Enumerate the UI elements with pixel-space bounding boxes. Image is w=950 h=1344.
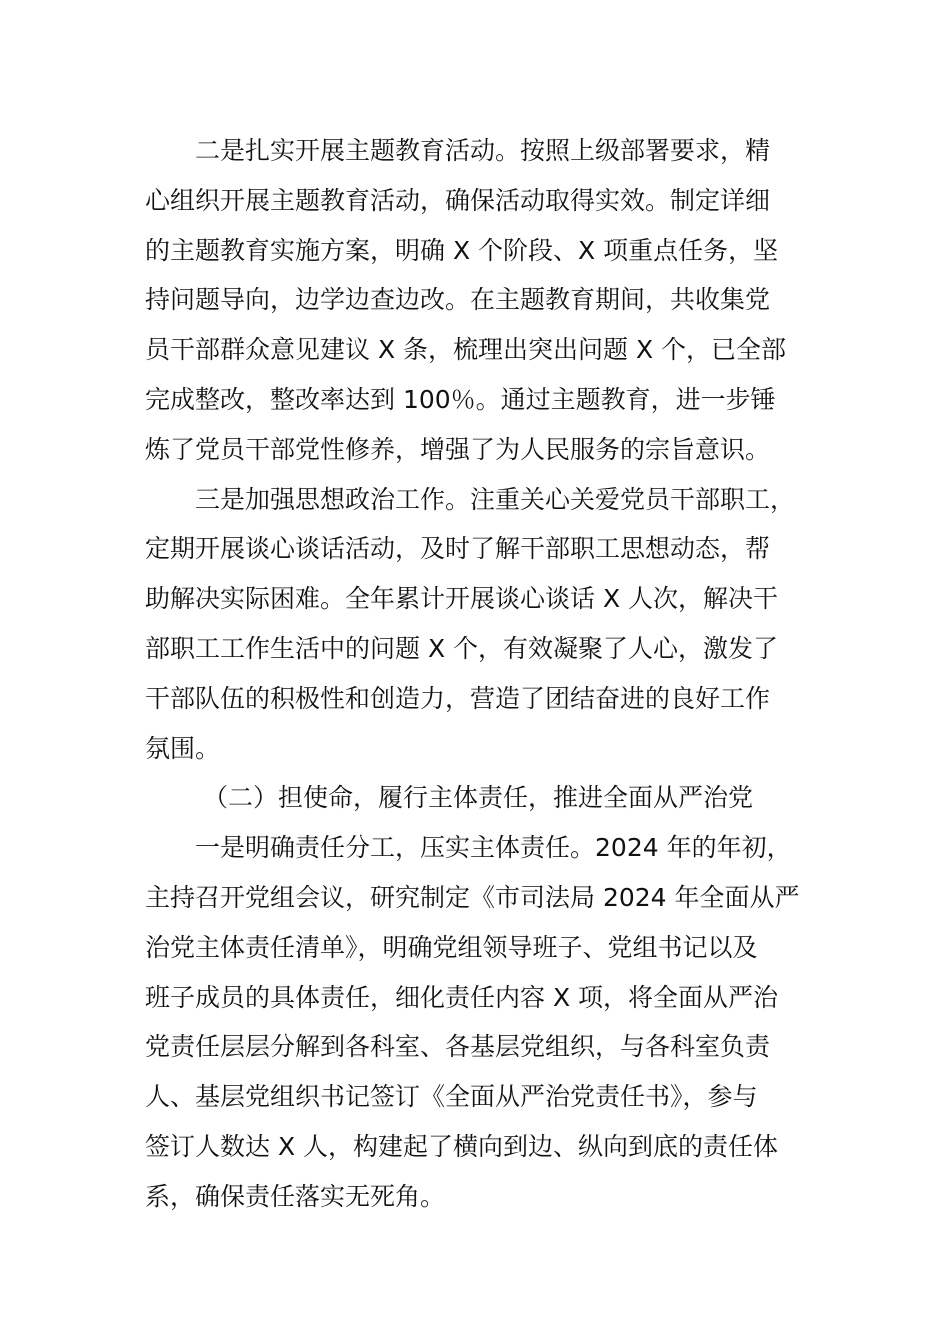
text-line: 干部队伍的积极性和创造力，营造了团结奋进的良好工作 — [145, 683, 771, 713]
text-line: 系，确保责任落实无死角。 — [145, 1181, 446, 1211]
text-line: 班子成员的具体责任，细化责任内容 X 项，将全面从严治 — [145, 982, 779, 1012]
section-heading: （二）担使命，履行主体责任，推进全面从严治党 — [203, 783, 754, 813]
text-line: 一是明确责任分工，压实主体责任。2024 年的年初， — [195, 833, 792, 863]
text-line: 部职工工作生活中的问题 X 个，有效凝聚了人心，激发了 — [145, 633, 779, 663]
text-line: 助解决实际困难。全年累计开展谈心谈话 X 人次，解决干 — [145, 584, 779, 614]
paragraph-responsibility — [145, 823, 810, 1221]
text-line: 党责任层层分解到各科室、各基层党组织，与各科室负责 — [145, 1032, 771, 1062]
text-line: 炼了党员干部党性修养，增强了为人民服务的宗旨意识。 — [145, 434, 771, 464]
text-line: 的主题教育实施方案，明确 X 个阶段、X 项重点任务，坚 — [145, 235, 779, 265]
text-line: 员干部群众意见建议 X 条，梳理出突出问题 X 个，已全部 — [145, 335, 787, 365]
paragraph-theme-education — [145, 126, 810, 475]
text-line: 三是加强思想政治工作。注重关心关爱党员干部职工， — [195, 484, 796, 514]
text-line: 治党主体责任清单》，明确党组领导班子、党组书记以及 — [145, 932, 758, 962]
document-body — [145, 126, 810, 1222]
text-line: 持问题导向，边学边查边改。在主题教育期间，共收集党 — [145, 285, 771, 315]
text-line: 心组织开展主题教育活动，确保活动取得实效。制定详细 — [145, 185, 771, 215]
text-line: 氛围。 — [145, 733, 221, 763]
text-line: 签订人数达 X 人，构建起了横向到边、纵向到底的责任体 — [145, 1131, 779, 1161]
paragraph-political-work — [145, 475, 810, 774]
text-line: 人、基层党组织书记签订《全面从严治党责任书》，参与 — [145, 1082, 758, 1112]
text-line: 主持召开党组会议，研究制定《市司法局 2024 年全面从严 — [145, 882, 800, 912]
text-line: 完成整改，整改率达到 100％。通过主题教育，进一步锤 — [145, 384, 776, 414]
text-line: 二是扎实开展主题教育活动。按照上级部署要求，精 — [195, 136, 771, 165]
text-line: 定期开展谈心谈话活动，及时了解干部职工思想动态，帮 — [145, 534, 771, 564]
